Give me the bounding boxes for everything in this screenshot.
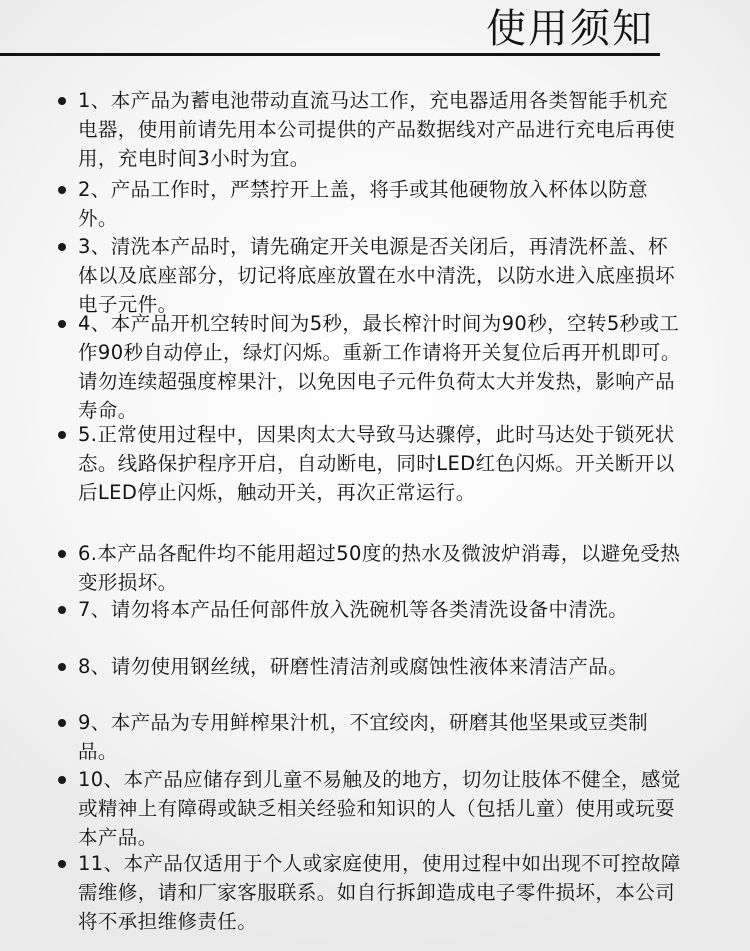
notice-item-3 bbox=[62, 232, 682, 319]
page-title: 使用须知 bbox=[486, 6, 654, 52]
notice-text: 10、本产品应储存到儿童不易触及的地方，切勿让肢体不健全，感觉或精神上有障碍或缺乏相关经验和知识的人（包括儿童）使用或玩耍本产品。 bbox=[78, 768, 681, 849]
bullet-icon bbox=[58, 550, 66, 558]
bullet-icon bbox=[58, 186, 66, 194]
notice-item-6 bbox=[62, 539, 682, 597]
notice-text: 6.本产品各配件均不能用超过50度的热水及微波炉消毒，以避免受热变形损坏。 bbox=[78, 542, 681, 594]
notice-text: 8、请勿使用钢丝绒，研磨性清洁剂或腐蚀性液体来清洁产品。 bbox=[78, 655, 629, 678]
bullet-icon bbox=[58, 776, 66, 784]
title-underline bbox=[0, 53, 660, 56]
bullet-icon bbox=[58, 320, 66, 328]
notice-text: 4、本产品开机空转时间为5秒，最长榨汁时间为90秒，空转5秒或工作90秒自动停止，绿灯闪烁。重新工作请将开关复位后再开机即可。请勿连续超强度榨果汁，以免因电子元件负荷太大并发热，影响产品寿命。 bbox=[78, 312, 681, 422]
notice-item-2 bbox=[62, 175, 682, 233]
bullet-icon bbox=[58, 606, 66, 614]
bullet-icon bbox=[58, 431, 66, 439]
bullet-icon bbox=[58, 97, 66, 105]
notice-text: 2、产品工作时，严禁拧开上盖，将手或其他硬物放入杯体以防意外。 bbox=[78, 178, 649, 230]
notice-text: 11、本产品仅适用于个人或家庭使用，使用过程中如出现不可控故障需维修，请和厂家客服联系。如自行拆卸造成电子零件损坏，本公司将不承担维修责任。 bbox=[78, 852, 681, 933]
bullet-icon bbox=[58, 243, 66, 251]
notice-text: 7、请勿将本产品任何部件放入洗碗机等各类清洗设备中清洗。 bbox=[78, 598, 629, 621]
notice-item-5 bbox=[62, 420, 682, 507]
bullet-icon bbox=[58, 663, 66, 671]
notice-item-11 bbox=[62, 849, 682, 936]
notice-item-10 bbox=[62, 765, 682, 852]
bullet-icon bbox=[58, 719, 66, 727]
notice-text: 3、清洗本产品时，请先确定开关电源是否关闭后，再清洗杯盖、杯体以及底座部分，切记将底座放置在水中清洗，以防水进入底座损坏电子元件。 bbox=[78, 235, 676, 316]
notice-item-1 bbox=[62, 86, 682, 173]
notice-text: 9、本产品为专用鲜榨果汁机，不宜绞肉，研磨其他坚果或豆类制品。 bbox=[78, 711, 649, 763]
notice-item-7 bbox=[62, 595, 682, 624]
notice-item-9 bbox=[62, 708, 682, 766]
bullet-icon bbox=[58, 860, 66, 868]
notice-item-8 bbox=[62, 652, 682, 681]
notice-item-4 bbox=[62, 309, 682, 425]
notice-text: 5.正常使用过程中，因果肉太大导致马达骤停，此时马达处于锁死状态。线路保护程序开启，自动断电，同时LED红色闪烁。开关断开以后LED停止闪烁，触动开关，再次正常运行。 bbox=[78, 423, 675, 504]
notice-text: 1、本产品为蓄电池带动直流马达工作，充电器适用各类智能手机充电器，使用前请先用本公司提供的产品数据线对产品进行充电后再使用，充电时间3小时为宜。 bbox=[78, 89, 676, 170]
